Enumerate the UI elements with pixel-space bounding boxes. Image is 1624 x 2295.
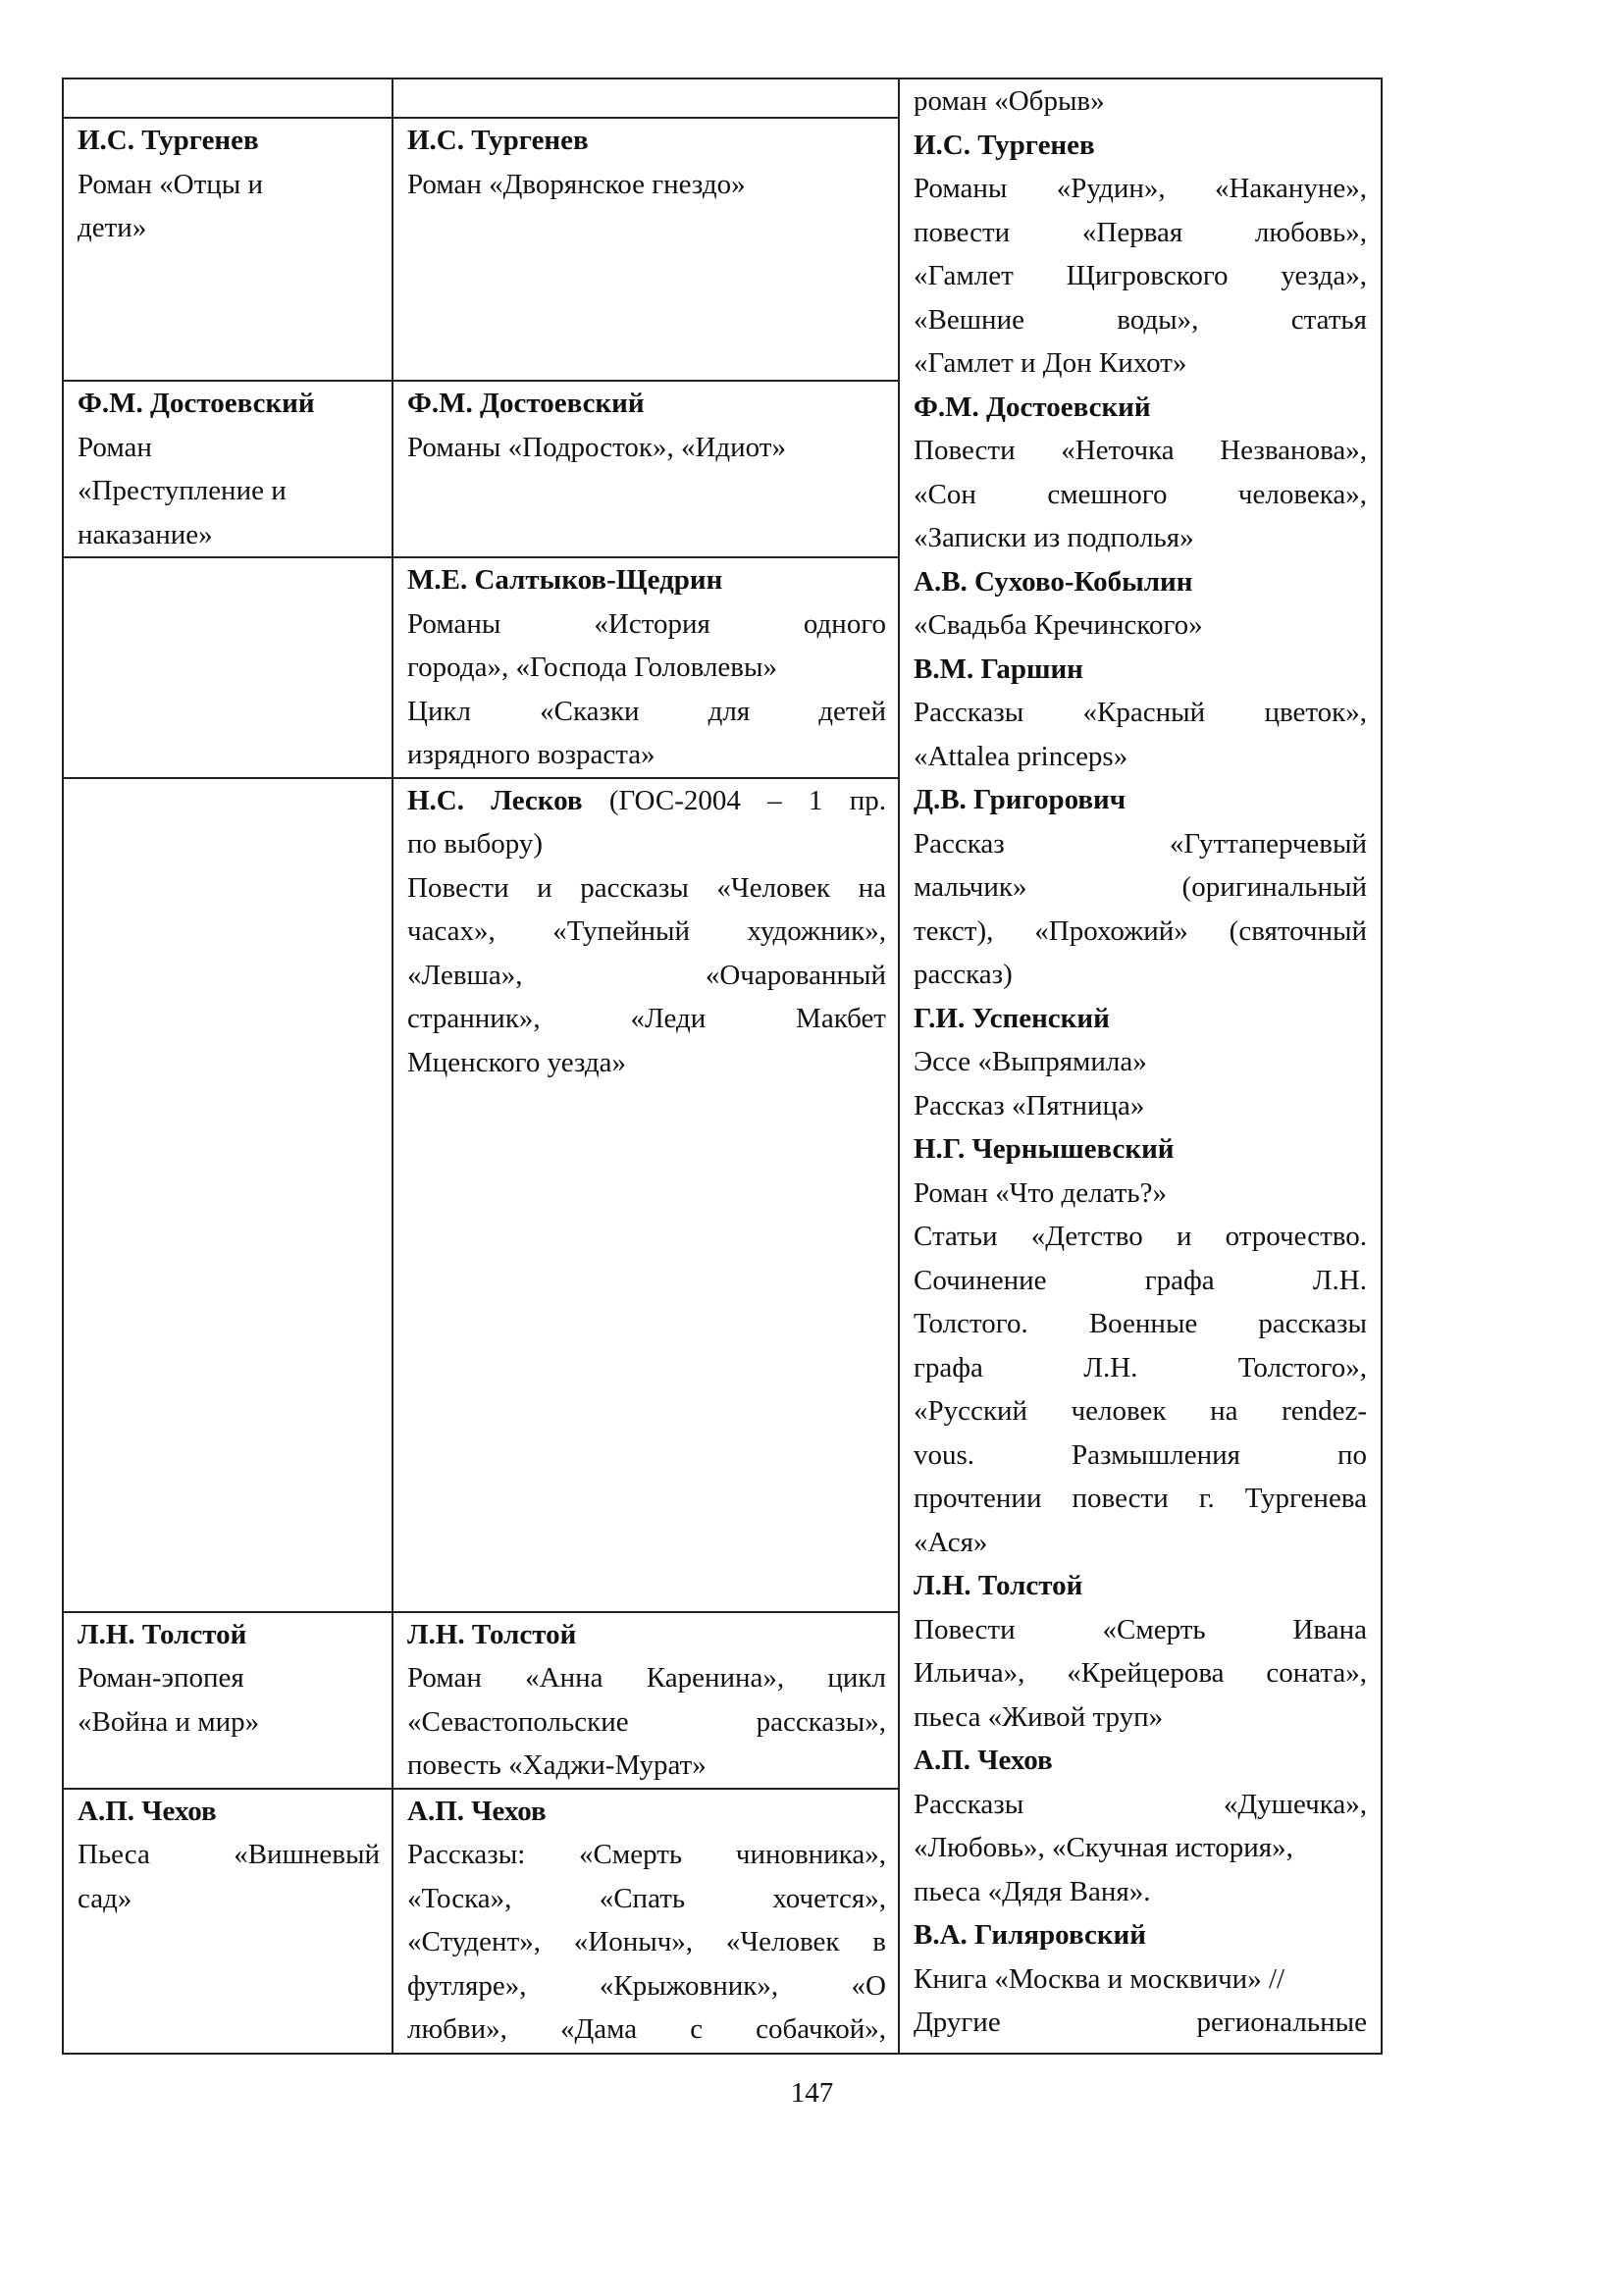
text-line: «Свадьба Кречинского»: [914, 609, 1203, 641]
author-name: В.М. Гаршин: [914, 652, 1083, 685]
text-line: Рассказы «Красный цветок»,: [914, 697, 1367, 728]
author-name: И.С. Тургенев: [407, 125, 589, 156]
cell-content: [78, 1613, 380, 1745]
cell-content: [407, 779, 886, 1085]
text-line: Эссе «Выпрямила»: [914, 1046, 1147, 1077]
cell-content: [407, 1613, 886, 1788]
author-name: Н.С. Лесков: [407, 784, 583, 816]
cell-content: [78, 119, 380, 250]
text-line: Мценского уезда»: [407, 1046, 627, 1078]
table-cell: [63, 118, 393, 381]
text-line: Пьеса «Вишневый: [78, 1839, 380, 1870]
author-name: Ф.М. Достоевский: [914, 391, 1151, 423]
text-line: Романы «Подросток», «Идиот»: [407, 431, 786, 463]
author-name: Л.Н. Толстой: [78, 1618, 247, 1650]
cell-content: [407, 382, 886, 469]
table-cell: [63, 1612, 393, 1789]
table-cell: [393, 78, 899, 118]
literature-table: [62, 78, 1383, 2055]
text-line: «Война и мир»: [78, 1705, 260, 1738]
text-line: часах», «Тупейный художник»,: [407, 915, 886, 947]
text-line: «Гамлет и Дон Кихот»: [914, 347, 1187, 379]
table-cell: [393, 1612, 899, 1789]
text-line: дети»: [78, 212, 147, 243]
text-line: мальчик» (оригинальный: [914, 871, 1367, 903]
author-name: А.П. Чехов: [78, 1795, 217, 1827]
text-line: vous. Размышления по: [914, 1438, 1367, 1471]
text-line: странник», «Леди Макбет: [407, 1003, 886, 1034]
author-name: Н.Г. Чернышевский: [914, 1133, 1175, 1165]
text-line: «Любовь», «Скучная история»,: [914, 1832, 1293, 1863]
table-cell: [63, 381, 393, 557]
author-name: А.В. Сухово-Кобылин: [914, 565, 1193, 598]
text-line: Романы «Рудин», «Накануне»,: [914, 173, 1367, 204]
text-line: прочтении повести г. Тургенева: [914, 1483, 1367, 1514]
text-line: Другие региональные: [914, 2007, 1367, 2038]
text-line: графа Л.Н. Толстого»,: [914, 1351, 1367, 1383]
author-name: И.С. Тургенев: [914, 129, 1095, 161]
text-line: рассказ): [914, 959, 1013, 990]
author-note: (ГОС-2004 – 1 пр.: [582, 784, 886, 816]
text-line: Роман-эпопея: [78, 1662, 244, 1694]
text-line: любви», «Дама с собачкой»,: [407, 2013, 886, 2045]
cell-content: [914, 79, 1367, 2045]
cell-content: [407, 1790, 886, 2052]
text-line: «Студент», «Ионыч», «Человек в: [407, 1926, 886, 1957]
text-line: «Севастопольские рассказы»,: [407, 1705, 886, 1738]
cell-content: [407, 558, 886, 777]
table-cell: [393, 381, 899, 557]
author-name: Д.В. Григорович: [914, 784, 1126, 815]
text-line: Рассказы «Душечка»,: [914, 1788, 1367, 1820]
text-line: Цикл «Сказки для детей: [407, 695, 886, 727]
text-line: «Ася»: [914, 1526, 988, 1558]
author-name: Ф.М. Достоевский: [78, 388, 315, 419]
table-cell: [63, 78, 393, 118]
text-line: Повести и рассказы «Человек на: [407, 871, 886, 904]
text-line: Рассказ «Пятница»: [914, 1089, 1145, 1121]
text-line: повести «Первая любовь»,: [914, 216, 1367, 248]
text-line: «Русский человек на rendez-: [914, 1395, 1367, 1427]
text-line: «Тоска», «Спать хочется»,: [407, 1882, 886, 1914]
text-line: футляре», «Крыжовник», «О: [407, 1969, 886, 2002]
text-line: сад»: [78, 1882, 132, 1914]
page-number: 147: [790, 2077, 834, 2109]
text-line: Статьи «Детство и отрочество.: [914, 1221, 1367, 1252]
text-line: изрядного возраста»: [407, 739, 655, 770]
text-line: повесть «Хаджи-Мурат»: [407, 1749, 707, 1781]
text-line: Рассказы: «Смерть чиновника»,: [407, 1839, 886, 1870]
text-line: Романы «История одного: [407, 607, 886, 640]
text-line: «Записки из подполья»: [914, 522, 1194, 553]
text-line: Роман «Анна Каренина», цикл: [407, 1662, 886, 1694]
text-line: «Гамлет Щигровского уезда»,: [914, 260, 1367, 291]
table-cell: [63, 557, 393, 778]
table-cell: [393, 557, 899, 778]
author-name: Г.И. Успенский: [914, 1002, 1110, 1034]
table-cell: [393, 1789, 899, 2054]
author-name: Л.Н. Толстой: [407, 1618, 577, 1650]
text-line: Повести «Неточка Незванова»,: [914, 435, 1367, 466]
text-line: Рассказ «Гуттаперчевый: [914, 827, 1367, 860]
text-line: Роман «Дворянское гнездо»: [407, 168, 746, 200]
text-line: Повести «Смерть Ивана: [914, 1613, 1367, 1645]
table-cell: [393, 778, 899, 1612]
text-line: Роман: [78, 431, 152, 463]
text-line: «Преступление и: [78, 475, 287, 506]
table-cell-right-column: [899, 78, 1382, 2054]
author-name: А.П. Чехов: [407, 1795, 547, 1827]
text-line: Роман «Отцы и: [78, 168, 264, 200]
text-line: Сочинение графа Л.Н.: [914, 1264, 1367, 1296]
text-line: «Левша», «Очарованный: [407, 959, 886, 991]
cell-content: [78, 382, 380, 556]
text-line: Книга «Москва и москвичи» //: [914, 1962, 1285, 1995]
text-line: текст), «Прохожий» (святочный: [914, 914, 1367, 947]
text-line: по выбору): [407, 828, 543, 860]
text-line: «Сон смешного человека»,: [914, 478, 1367, 510]
author-name: Ф.М. Достоевский: [407, 388, 645, 419]
text-line: пьеса «Дядя Ваня».: [914, 1875, 1151, 1907]
text-line: «Вешние воды», статья: [914, 303, 1367, 336]
table-cell: [63, 778, 393, 1612]
cell-content: [78, 1790, 380, 1921]
text-line: города», «Господа Головлевы»: [407, 652, 777, 683]
table-cell: [393, 118, 899, 381]
text-line: «Attalea princeps»: [914, 740, 1128, 772]
cell-content: [407, 119, 886, 206]
table-cell: [63, 1789, 393, 2054]
text-line: Роман «Что делать?»: [914, 1176, 1168, 1209]
text-line: наказание»: [78, 518, 213, 550]
author-name: В.А. Гиляровский: [914, 1919, 1146, 1951]
text-line: Ильича», «Крейцерова соната»,: [914, 1657, 1367, 1689]
text-line: Толстого. Военные рассказы: [914, 1308, 1367, 1339]
text-line: роман «Обрыв»: [914, 85, 1105, 117]
author-name: Л.Н. Толстой: [914, 1570, 1083, 1601]
author-name: М.Е. Салтыков-Щедрин: [407, 564, 723, 596]
author-name: И.С. Тургенев: [78, 125, 259, 156]
author-name: А.П. Чехов: [914, 1745, 1053, 1776]
text-line: пьеса «Живой труп»: [914, 1700, 1164, 1733]
author-line: [407, 779, 886, 823]
